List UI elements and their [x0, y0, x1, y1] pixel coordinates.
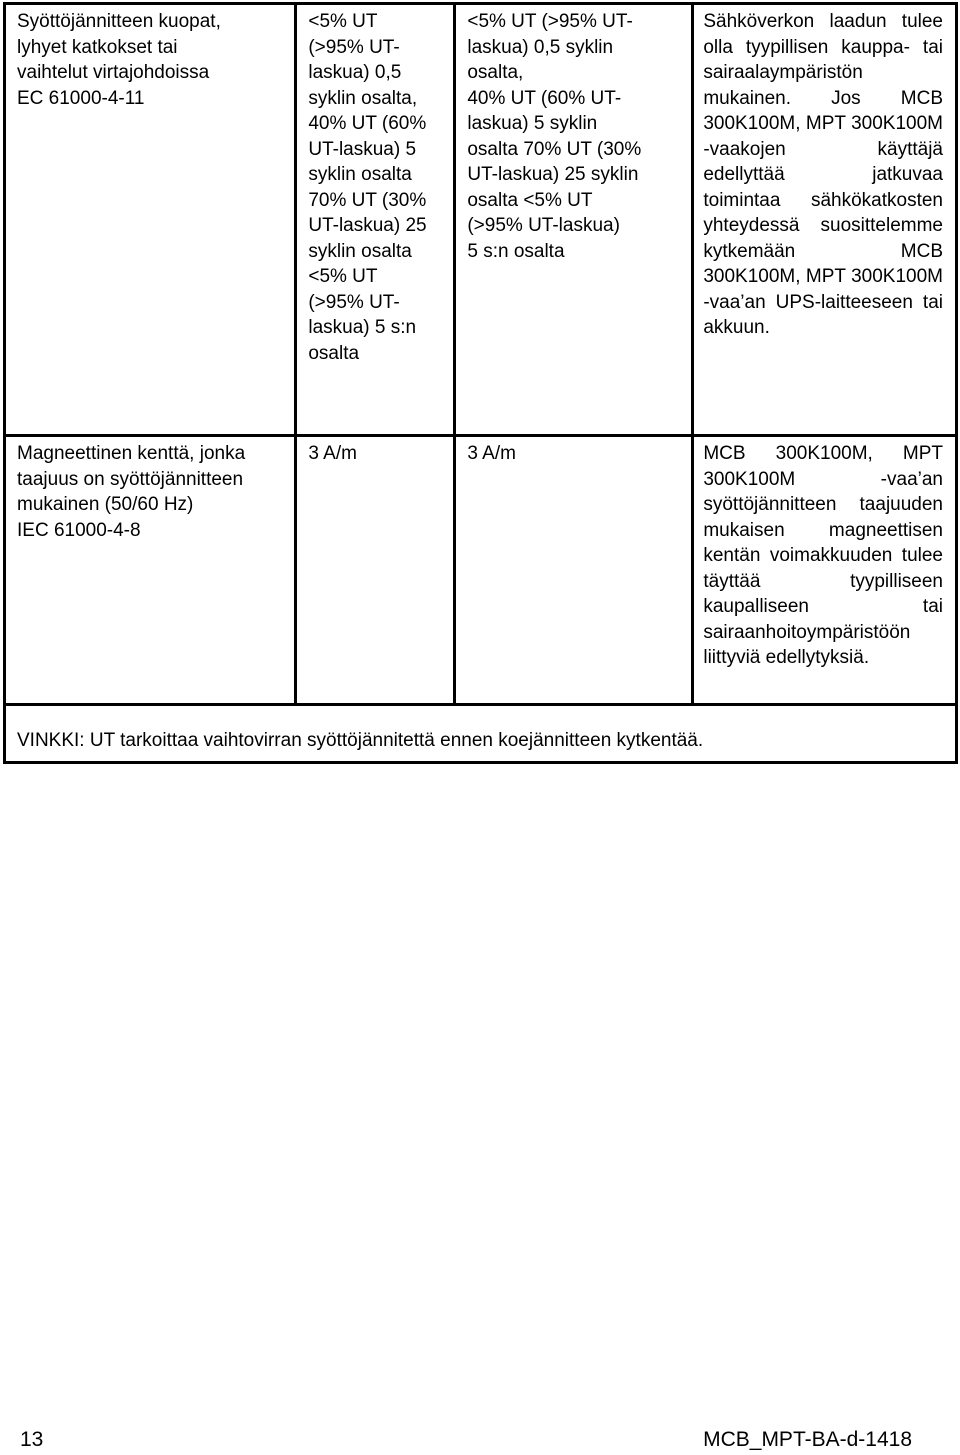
guidance-cell: Sähköverkon laadun tulee olla tyypillisen kauppa- tai sairaalaympäristön mukainen. Jos MCB 300K100M, MPT 300K100M -vaakojen käyttäjä edellyttää jatkuvaa toimintaa sähkökatkosten yhteydessä suosittelemme kytkemään MCB 300K100M, MPT 300K100M -vaa’an UPS-laitteeseen tai akkuun.: [693, 4, 957, 436]
table-note: VINKKI: UT tarkoittaa vaihtovirran syöttöjännitettä ennen koejännitteen kytkentää.: [17, 729, 704, 751]
test-level-cell: 3 A/m: [296, 436, 455, 705]
compliance-level-cell: 3 A/m: [455, 436, 693, 705]
table-row: [5, 436, 957, 705]
compliance-level-cell: <5% UT (>95% UT- laskua) 0,5 syklin osalta, 40% UT (60% UT- laskua) 5 syklin osalta 70% UT (30% UT-laskua) 25 syklin osalta <5% UT (>95% UT-laskua) 5 s:n osalta: [455, 4, 693, 436]
immunity-test-cell: Magneettinen kenttä, jonka taajuus on syöttöjännitteen mukainen (50/60 Hz) IEC 61000-4-8: [5, 436, 296, 705]
test-level-cell: <5% UT (>95% UT- laskua) 0,5 syklin osalta, 40% UT (60% UT-laskua) 5 syklin osalta 70% UT (30% UT-laskua) 25 syklin osalta <5% UT (>95% UT- laskua) 5 s:n osalta: [296, 4, 455, 436]
emc-immunity-table: [3, 2, 958, 764]
table-row: [5, 4, 957, 436]
table-note-row: [5, 705, 957, 763]
page-number: 13: [20, 1428, 44, 1451]
table-note-cell: [5, 705, 957, 763]
guidance-cell: MCB 300K100M, MPT 300K100M -vaa’an syöttöjännitteen taajuuden mukaisen magneettisen kentän voimakkuuden tulee täyttää tyypilliseen kaupalliseen tai sairaanhoitoympäristöön liittyviä edellytyksiä.: [693, 436, 957, 705]
document-code: MCB_MPT-BA-d-1418: [703, 1428, 912, 1451]
immunity-test-cell: Syöttöjännitteen kuopat, lyhyet katkokset tai vaihtelut virtajohdoissa EC 61000-4-11: [5, 4, 296, 436]
